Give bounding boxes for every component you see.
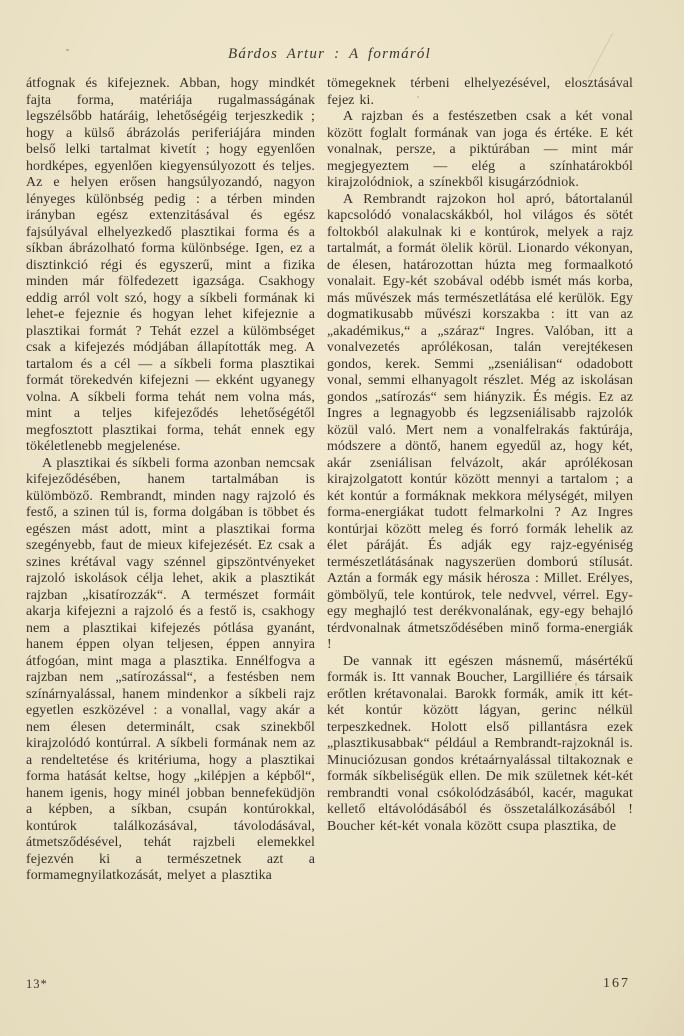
scan-speck [66, 49, 69, 51]
scan-speck [575, 683, 577, 686]
signature-mark: 13* [26, 977, 48, 991]
paragraph-continuation: átfognak és kifejeznek. Abban, hogy mindkét fajta forma, matériája rugalmasságának legszélsőbb határáig, lehetőségéig terjeszkedik ; hogy a külső ábrázolás periferiájára minden belső lelki tartalmat kivetít ; hogy egyenlően hordképes, egyenlően kiegyensúlyozott és teljes. Az e helyen erősen hangsúlyozandó, nagyon lényeges különbség pedig : a térben minden irányban egész extenzitásával és egész fajsúlyával elhelyezkedő plasztikai forma és a síkban ábrázolható forma különbsége. Igen, ez a disztinkció régi és egyszerű, mint a fizika minden már fölfedezett igazsága. Csakhogy eddig arról volt szó, hogy a síkbeli formának ki lehet-e fejeznie és hogyan lehet kifejeznie a plasztikai formát ? Tehát ezzel a külömbséget csak a kifejezés módjában állapították meg. A tartalom és a cél — a síkbeli forma plasztikai formát törekedvén kifejezni — ekként ugyanegy volna. A síkbeli forma tehát nem volna más, mint a teljes kifejeződés lehetőségétől megfosztott plasztikai forma, tehát ennek egy tökéletlenebb megjelenése. [26, 76, 315, 454]
paragraph: A Rembrandt rajzokon hol apró, bátortalanúl kapcsolódó vonalacskákból, hol világos és sötét foltokból alakulnak ki e kontúrok, melyek a rajz tartalmát, a formát ölelik körül. Lionardo vékonyan, de élesen, határozottan húzta meg formaalkotó vonalait. Egy-két szobával odébb ismét más korba, más művészek más természetlátása elé kerülök. Egy dogmatikusabb művészi korszakba : itt van az „akadémikus,“ a „száraz“ Ingres. Valóban, itt a vonalvezetés aprólékosan, talán verejtékesen gondos, kerek. Semmi „zseniálisan“ odadobott vonal, semmi elhanyagolt részlet. Még az iskolásan gondos „satírozás“ sem hiányzik. És mégis. Ez az Ingres a legnagyobb és legzseniálisabb rajzolók közül való. Mert nem a vonalfelrakás faktúrája, módszere a döntő, hanem egyedűl az, hogy két, akár zseniálisan felvázolt, akár aprólékosan kirajzolgatott kontúr között mennyi a tartalom ; a két kontúr a formáknak mekkora mélységét, milyen forma-energiákat tudott felmarkolni ? Az Ingres kontúrjai között meleg és forró formák lehelik az élet páráját. És adják egy rajz-egyéniség természetlátásának nagyszerüen domború stílusát. Aztán a formák egy másik hérosza : Millet. Erélyes, gömbölyű, tele kontúrok, tele nedvvel, vérrel. Egy-egy meghajló test derékvonalának, egy-egy behajló térdvonalnak átmetsződésében minő forma-energiák ! [327, 191, 633, 652]
scan-speck [347, 98, 350, 100]
running-header: Bárdos Artur : A formáról [228, 46, 431, 62]
left-column [26, 76, 315, 885]
paragraph-continuation: tömegeknek térbeni elhelyezésével, elosztásával fejez ki. [327, 76, 633, 108]
scan-speck [417, 96, 419, 98]
right-column [327, 76, 633, 835]
paragraph: A plasztikai és síkbeli forma azonban nemcsak kifejeződésében, hanem tartalmában is külömböző. Rembrandt, minden nagy rajzoló és festő, a szinen túl is, forma dolgában is többet és egészen mást adott, mint a plasztikai forma szegényebb, faut de mieux kifejezését. Ez csak a szines krétával vagy szénnel gipszöntvényeket rajzoló iskolások célja lehet, akik a plasztikát rajzban „kisatírozzák“. A természet formáit akarja kifejezni a rajzoló és a festő is, csakhogy nem a plasztikai kifejezés pótlása gyanánt, hanem éppen olyan teljesen, éppen annyira átfogóan, mint maga a plasztika. Ennélfogva a rajzban nem „satírozással“, a festésben nem színárnyalással, hanem mindenkor a síkbeli rajz egyetlen eszközével : a vonallal, vagy akár a nem élesen determinált, csak szinekből kirajzolódó kontúrral. A síkbeli formának nem az a rendeltetése és kritériuma, hogy a plasztikai forma hatását keltse, hogy „kilépjen a képből“, hanem igenis, hogy minél jobban bennefeküdjön a képben, a síkban, csupán kontúrokkal, kontúrok találkozásával, távolodásával, átmetsződésével, tehát rajzbeli elemekkel fejezvén ki a természetnek azt a formamegnyilatkozását, melyet a plasztika [26, 455, 315, 883]
page-number: 167 [603, 976, 630, 991]
paragraph: De vannak itt egészen másnemű, másértékű formák is. Itt vannak Boucher, Largilliére és társaik erőtlen krétavonalai. Barokk formák, amik itt két-két kontúr között lágyan, gerinc nélkül terpeszkednek. Holott első pillantásra ezek „plasztikusabbak“ például a Rembrandt-rajzoknál is. Minuciózusan gondos krétaárnyalással tiltakoznak e formák síkbeliségük ellen. De mik születnek két-két rembrandti vonal csókolódzásából, kacér, magukat kellető eltávolódásából és összetalálkozásából ! Boucher két-két vonala között csupa plasztika, de [327, 653, 633, 834]
paragraph: A rajzban és a festészetben csak a két vonal között foglalt formának van joga és értéke. E két vonalnak, persze, a piktúrában — mint már megjegyeztem — elég a színhatárokból kirajzolódniok, a színekből kisugárzódniok. [327, 109, 633, 190]
